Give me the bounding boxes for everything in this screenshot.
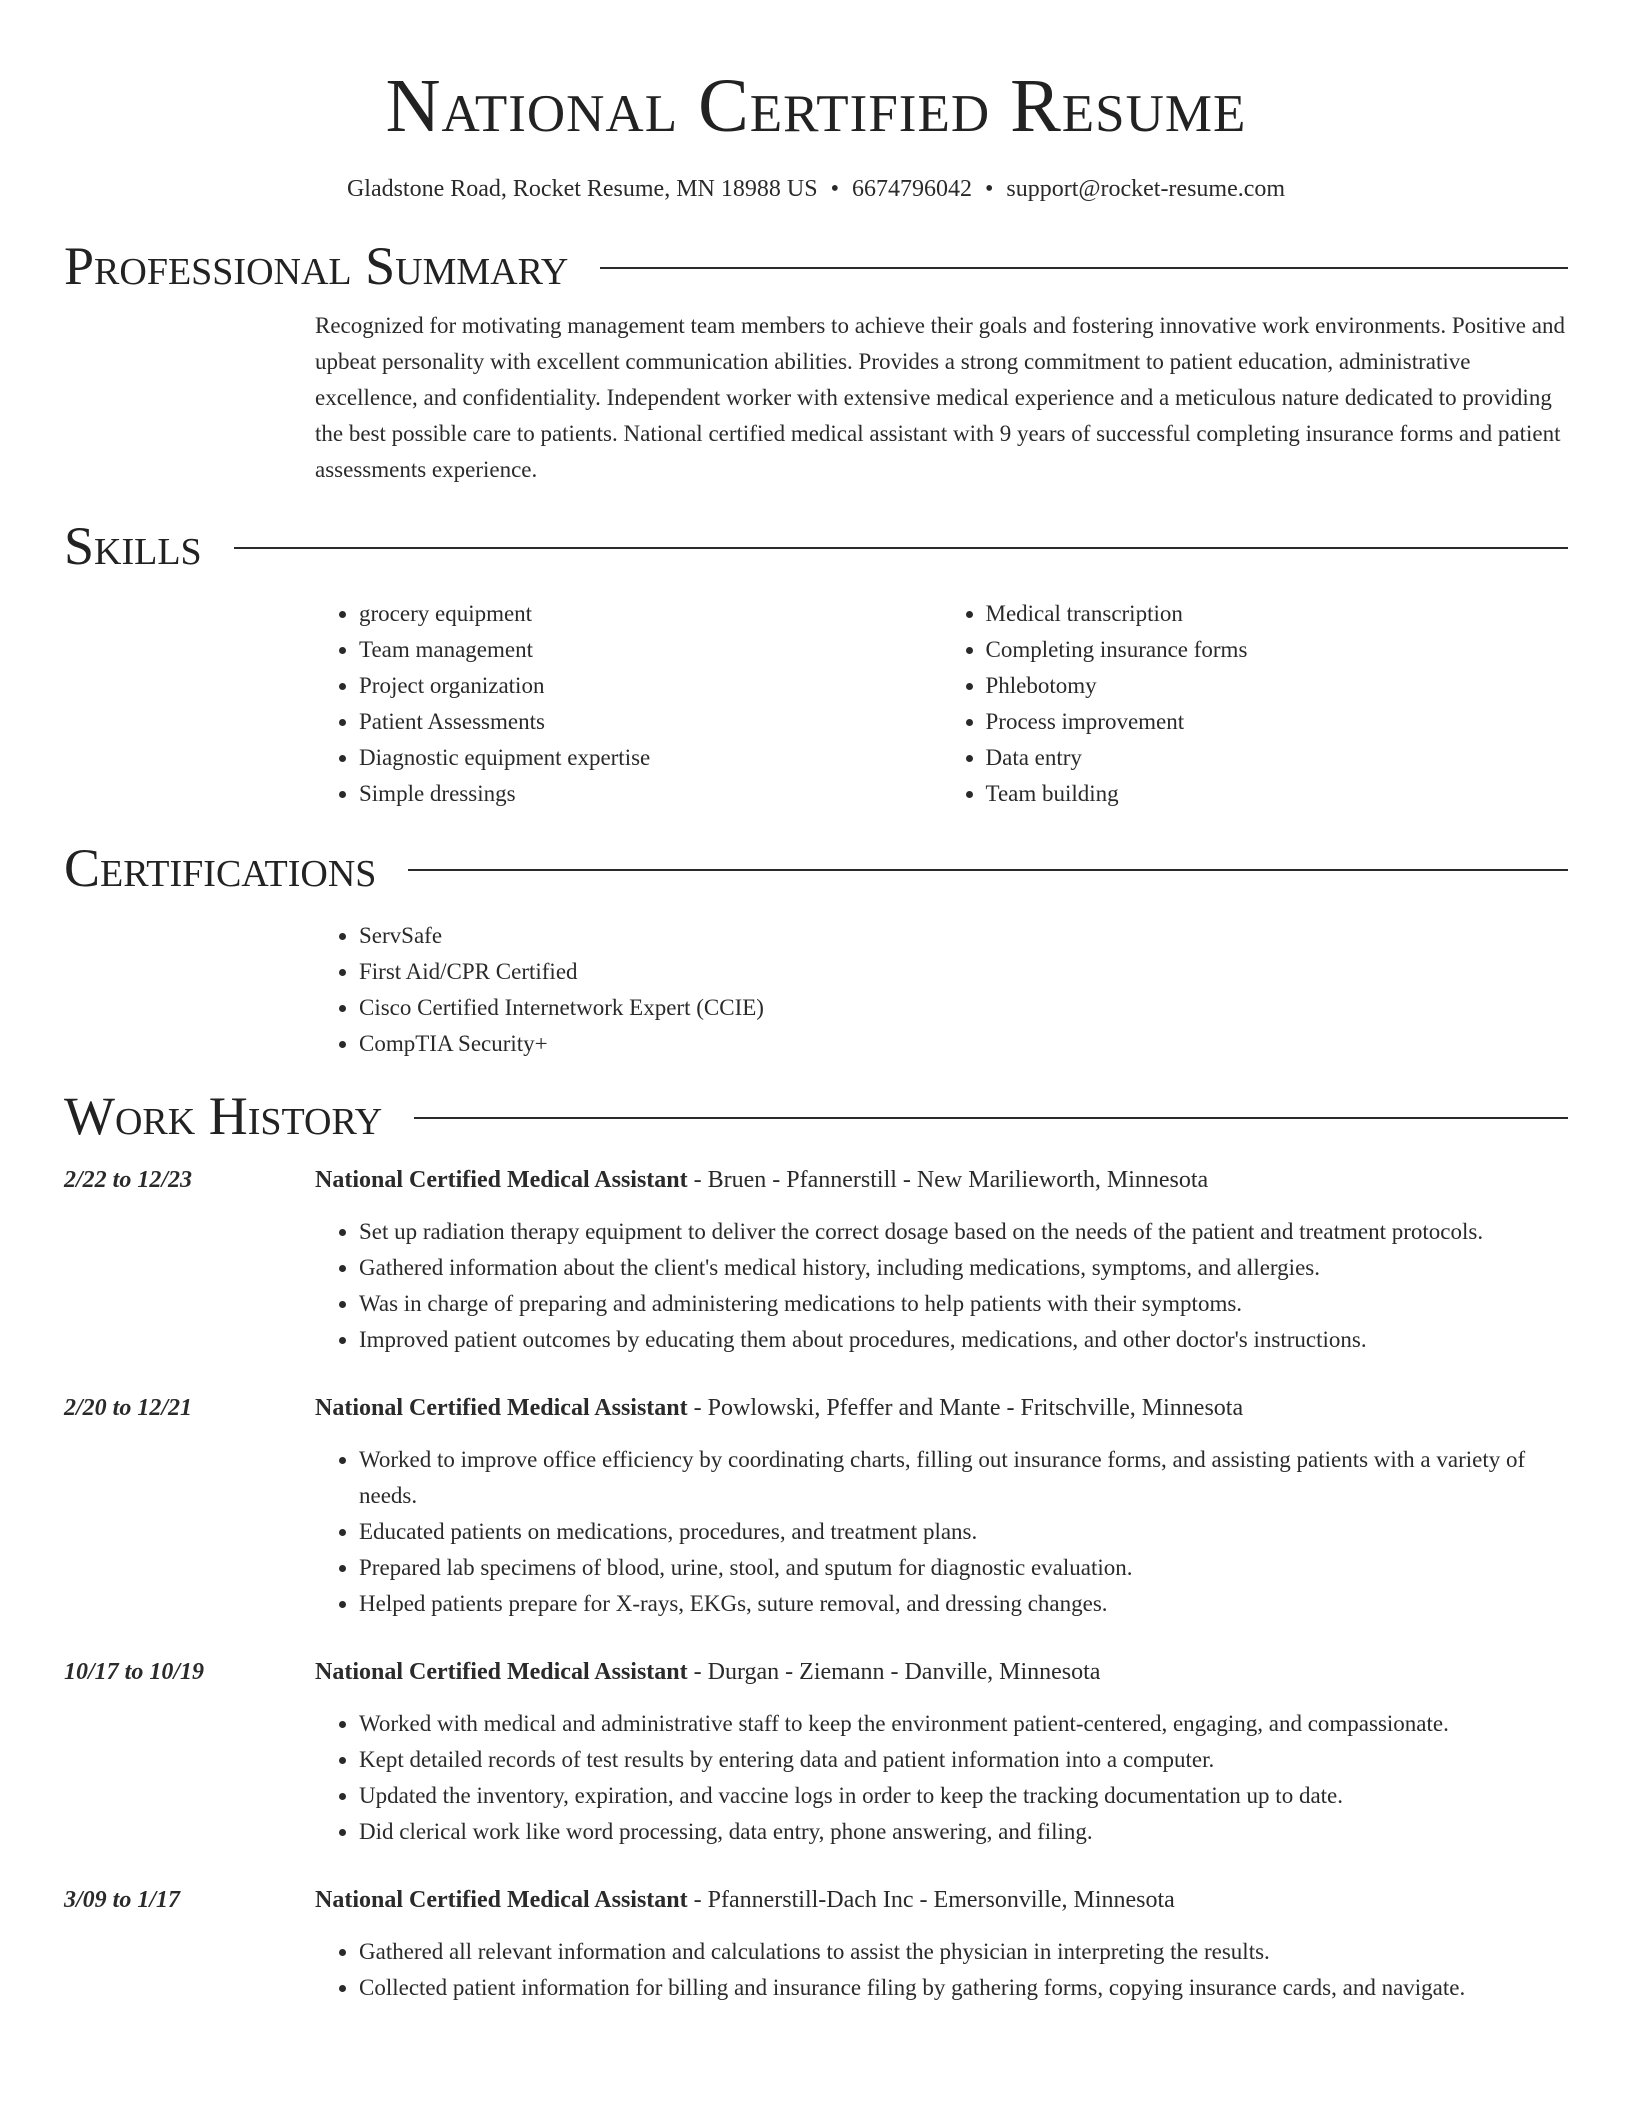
job-entry (64, 1164, 1568, 1358)
skill-item: • grocery equipment (359, 596, 942, 632)
job-bullet: • Educated patients on medications, procedures, and treatment plans. (359, 1514, 1568, 1550)
job-bullets (315, 1934, 1568, 2006)
skills-column-right (942, 596, 1569, 812)
job-employer: - Powlowski, Pfeffer and Mante - Fritschville, Minnesota (687, 1395, 1244, 1421)
job-bullet: • Gathered all relevant information and calculations to assist the physician in interpreting the results. (359, 1934, 1568, 1970)
job-dates: 2/20 to 12/21 (64, 1395, 193, 1421)
job-entry (64, 1656, 1568, 1850)
job-entry (64, 1884, 1568, 2006)
skill-item: • Phlebotomy (986, 668, 1569, 704)
certifications-list (315, 918, 1568, 1062)
skills-list (315, 596, 1568, 812)
job-header (64, 1392, 1568, 1424)
job-header (64, 1164, 1568, 1196)
job-title: National Certified Medical Assistant (315, 1395, 688, 1421)
skill-item: • Completing insurance forms (986, 632, 1569, 668)
address: Gladstone Road, Rocket Resume, MN 18988 US (346, 176, 818, 202)
job-dates: 2/22 to 12/23 (64, 1167, 193, 1193)
contact-line (64, 174, 1568, 204)
job-bullet: • Improved patient outcomes by educating them about procedures, medications, and other doctor's instructions. (359, 1322, 1568, 1358)
skills-heading: Skills (64, 516, 202, 576)
job-bullet: • Was in charge of preparing and administering medications to help patients with their symptoms. (359, 1286, 1568, 1322)
section-divider (600, 267, 1568, 269)
job-dates: 3/09 to 1/17 (64, 1887, 181, 1913)
summary-section-header (64, 234, 1568, 298)
job-employer: - Pfannerstill-Dach Inc - Emersonville, Minnesota (687, 1887, 1175, 1913)
job-bullet: • Prepared lab specimens of blood, urine, stool, and sputum for diagnostic evaluation. (359, 1550, 1568, 1586)
job-bullet: • Collected patient information for billing and insurance filing by gathering forms, copying insurance cards, and navigate. (359, 1970, 1568, 2006)
candidate-name: National Certified Resume (385, 64, 1247, 148)
job-header (64, 1884, 1568, 1916)
skill-item: • Project organization (359, 668, 942, 704)
skill-item: • Team management (359, 632, 942, 668)
job-bullet: • Helped patients prepare for X-rays, EKGs, suture removal, and dressing changes. (359, 1586, 1568, 1622)
job-bullet: • Worked with medical and administrative staff to keep the environment patient-centered, engaging, and compassionate. (359, 1706, 1568, 1742)
skill-item: • Medical transcription (986, 596, 1569, 632)
job-bullet: • Worked to improve office efficiency by coordinating charts, filling out insurance forms, and assisting patients with a variety of needs. (359, 1442, 1568, 1514)
certification-item: • ServSafe (359, 918, 1568, 954)
job-entry (64, 1392, 1568, 1622)
job-employer: - Durgan - Ziemann - Danville, Minnesota (687, 1659, 1101, 1685)
job-bullets (315, 1706, 1568, 1850)
email: support@rocket-resume.com (1006, 176, 1286, 202)
summary-heading: Professional Summary (64, 236, 569, 296)
job-dates: 10/17 to 10/19 (64, 1659, 205, 1685)
skill-item: • Team building (986, 776, 1569, 812)
skill-item: • Diagnostic equipment expertise (359, 740, 942, 776)
job-bullet: • Set up radiation therapy equipment to deliver the correct dosage based on the needs of the patient and treatment protocols. (359, 1214, 1568, 1250)
separator-dot: • (830, 176, 839, 202)
skills-column-left (315, 596, 942, 812)
certification-item: • First Aid/CPR Certified (359, 954, 1568, 990)
job-bullet: • Kept detailed records of test results by entering data and patient information into a computer. (359, 1742, 1568, 1778)
summary-text: Recognized for motivating management team members to achieve their goals and fostering innovative work environments. Positive and upbeat personality with excellent communication abilities. Provides a strong commitment to patient education, administrative excellence, and confidentiality. Independent worker with extensive medical experience and a meticulous nature dedicated to providing the best possible care to patients. National certified medical assistant with 9 years of successful completing insurance forms and patient assessments experience. (315, 313, 1565, 482)
skill-item: • Simple dressings (359, 776, 942, 812)
skills-section-header (64, 514, 1568, 578)
section-divider (414, 1117, 1568, 1119)
job-employer: - Bruen - Pfannerstill - New Marilieworth, Minnesota (687, 1167, 1209, 1193)
work-history-section-header (64, 1084, 1568, 1148)
section-divider (234, 547, 1568, 549)
job-header (64, 1656, 1568, 1688)
job-bullet: • Did clerical work like word processing, data entry, phone answering, and filing. (359, 1814, 1568, 1850)
separator-dot: • (984, 176, 994, 202)
summary-body (315, 308, 1568, 488)
job-bullets (315, 1214, 1568, 1358)
certifications-heading: Certifications (64, 838, 377, 898)
skill-item: • Data entry (986, 740, 1569, 776)
job-title: National Certified Medical Assistant (315, 1659, 688, 1685)
job-title: National Certified Medical Assistant (315, 1887, 688, 1913)
certification-item: • CompTIA Security+ (359, 1026, 1568, 1062)
job-bullet: • Updated the inventory, expiration, and vaccine logs in order to keep the tracking documentation up to date. (359, 1778, 1568, 1814)
job-bullet: • Gathered information about the client's medical history, including medications, symptoms, and allergies. (359, 1250, 1568, 1286)
skill-item: • Patient Assessments (359, 704, 942, 740)
job-title: National Certified Medical Assistant (315, 1167, 688, 1193)
phone: 6674796042 (851, 176, 972, 202)
certification-item: • Cisco Certified Internetwork Expert (CCIE) (359, 990, 1568, 1026)
job-bullets (315, 1442, 1568, 1622)
resume-page (64, 0, 1568, 2006)
work-history-heading: Work History (64, 1086, 383, 1146)
certifications-section-header (64, 836, 1568, 900)
section-divider (408, 869, 1568, 871)
skill-item: • Process improvement (986, 704, 1569, 740)
